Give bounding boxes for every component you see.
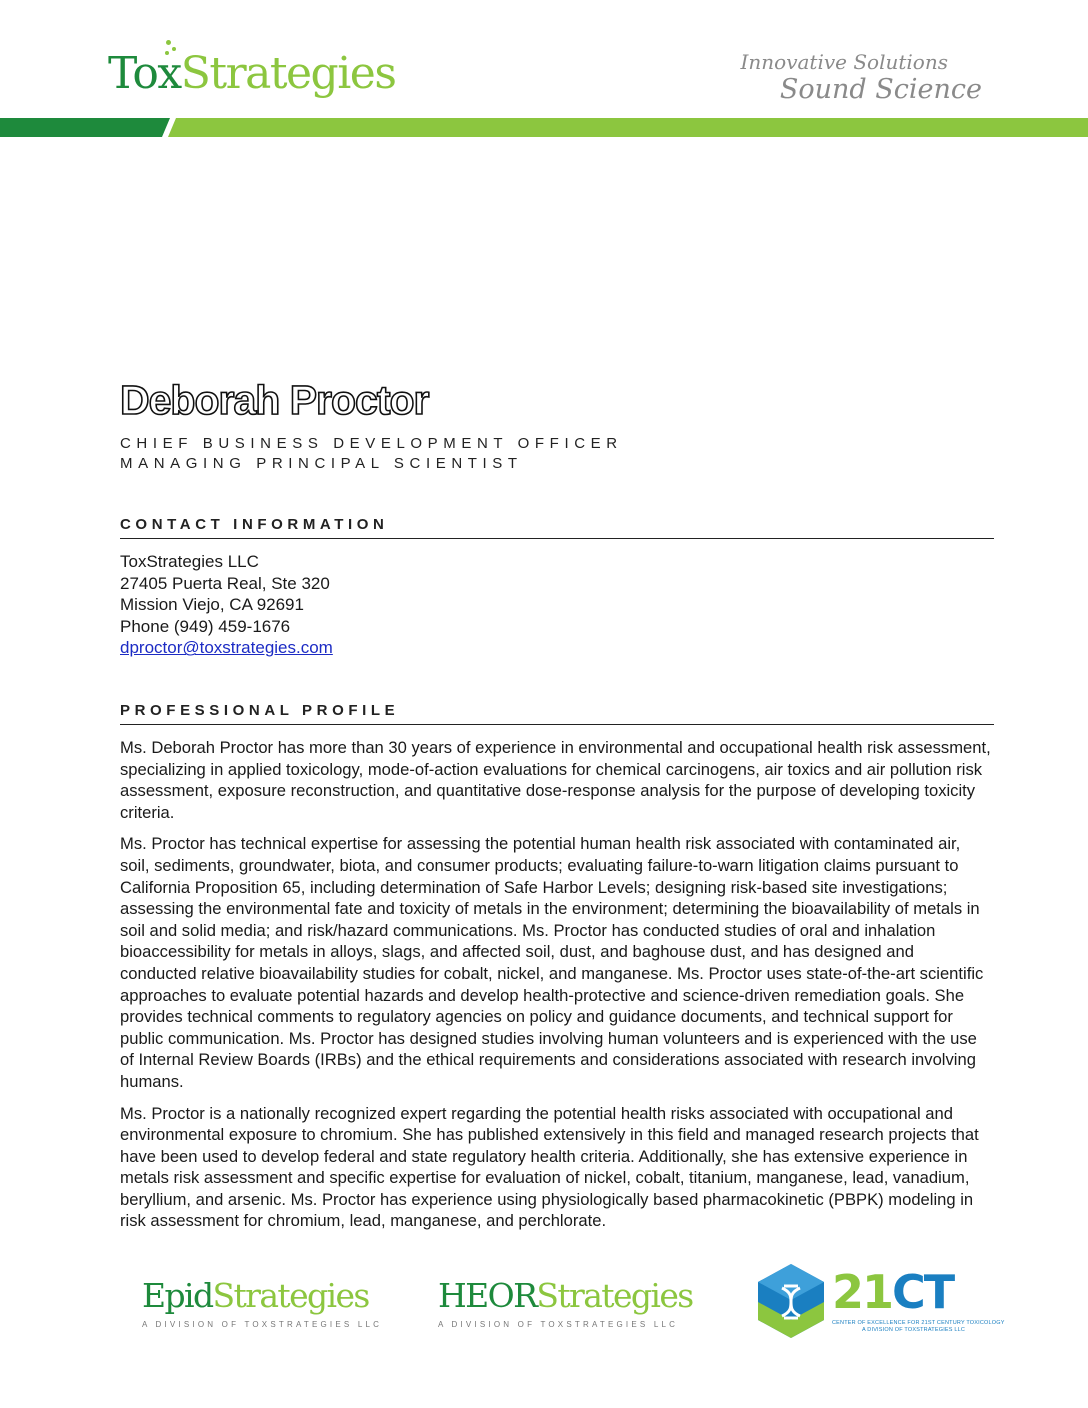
heor-text-part2: Strategies xyxy=(536,1276,693,1315)
heor-wordmark xyxy=(438,1274,693,1318)
21ct-subtitle xyxy=(832,1320,1005,1334)
logo-wordmark xyxy=(108,48,396,99)
epid-wordmark xyxy=(142,1274,369,1318)
toxstrategies-logo xyxy=(108,40,408,106)
21ct-letters: CT xyxy=(892,1265,954,1319)
tagline xyxy=(741,50,983,106)
person-titles xyxy=(120,434,994,474)
logo-text-tox: Tox xyxy=(108,48,181,99)
contact-city: Mission Viejo, CA 92691 xyxy=(120,595,304,615)
profile-paragraph: Ms. Proctor is a nationally recognized expert regarding the potential health risks associated with occupational and environmental exposure to chromium. She has published extensively in this field and managed research projects that have been used to develop federal and state regulatory health criteria. Additionally, she has extensive experience in metals risk assessment and specific expertise for evaluation of nickel, cobalt, titanium, manganese, lead, vanadium, beryllium, and arsenic. Ms. Proctor has experience using physiologically based pharmacokinetic (PBPK) modeling in risk assessment for chromium, lead, manganese, and perchlorate. xyxy=(120,1103,979,1231)
logo-dot-icon xyxy=(166,40,171,45)
profile-body xyxy=(120,737,994,1242)
person-title-1: CHIEF BUSINESS DEVELOPMENT OFFICER xyxy=(120,435,623,452)
contact-company: ToxStrategies LLC xyxy=(120,552,259,571)
profile-paragraph: Ms. Proctor has technical expertise for assessing the potential human health risk associated with contaminated air, soil, sediments, groundwater, biota, and consumer products; evaluating failure-to-warn litigation claims pursuant to California Proposition 65, including determination of Safe Harbor Levels; designing risk-based site investigations; assessing the environmental fate and toxicity of metals in the environment; determining the bioavailability of metals in soil and solid media; and risk/hazard communications. Ms. Proctor has conducted studies of oral and inhalation bioaccessibility for metals in alloys, slags, and affected soil, dust, and baghouse dust, and has designed and conducted relative bioavailability studies for cobalt, nickel, and manganese. Ms. Proctor uses state-of-the-art scientific approaches to evaluate potential hazards and develop health-protective and science-driven remediation goals. She provides technical comments to regulatory agencies on policy and guidance documents, and technical support for public communication. Ms. Proctor has designed studies involving human volunteers and is experienced with the use of Internal Review Boards (IRBs) and the ethical requirements and considerations associated with research involving humans. xyxy=(120,834,984,1091)
contact-street: 27405 Puerta Real, Ste 320 xyxy=(120,573,330,593)
21ct-subtitle-line2: A DIVISION OF TOXSTRATEGIES LLC xyxy=(862,1327,966,1333)
epid-text-part1: Epid xyxy=(142,1276,213,1315)
contact-block xyxy=(120,551,994,659)
tagline-line1: Innovative Solutions xyxy=(740,50,948,74)
contact-heading: CONTACT INFORMATION xyxy=(120,516,994,539)
21ct-wordmark xyxy=(832,1265,954,1319)
epid-division-text: A DIVISION OF TOXSTRATEGIES LLC xyxy=(142,1320,383,1329)
heor-text-part1: HEOR xyxy=(438,1276,537,1315)
profile-heading: PROFESSIONAL PROFILE xyxy=(120,702,994,725)
tagline-line2: Sound Science xyxy=(779,74,982,105)
logo-text-strategies: Strategies xyxy=(180,48,396,99)
21ct-subtitle-line1: CENTER OF EXCELLENCE FOR 21ST CENTURY TOXICOLOGY xyxy=(832,1320,1005,1326)
person-title-2: MANAGING PRINCIPAL SCIENTIST xyxy=(120,455,523,472)
heorstrategies-logo xyxy=(438,1274,693,1329)
hexagon-dna-icon xyxy=(756,1262,826,1340)
21ct-number: 21 xyxy=(832,1265,893,1319)
profile-paragraph: Ms. Deborah Proctor has more than 30 years of experience in environmental and occupational health risk assessment, specializing in applied toxicology, mode-of-action evaluations for chemical carcinogens, air toxics and air pollution risk assessment, exposure reconstruction, and quantitative dose-response analysis for the purpose of developing toxicity criteria. xyxy=(120,738,991,822)
epidstrategies-logo xyxy=(142,1274,383,1329)
heor-division-text: A DIVISION OF TOXSTRATEGIES LLC xyxy=(438,1320,679,1329)
contact-email-link[interactable]: dproctor@toxstrategies.com xyxy=(120,638,333,658)
header-color-bar xyxy=(0,118,1088,137)
21ct-logo xyxy=(756,1262,1005,1340)
contact-phone: Phone (949) 459-1676 xyxy=(120,616,291,636)
epid-text-part2: Strategies xyxy=(212,1276,369,1315)
person-name: Deborah Proctor xyxy=(120,377,429,423)
